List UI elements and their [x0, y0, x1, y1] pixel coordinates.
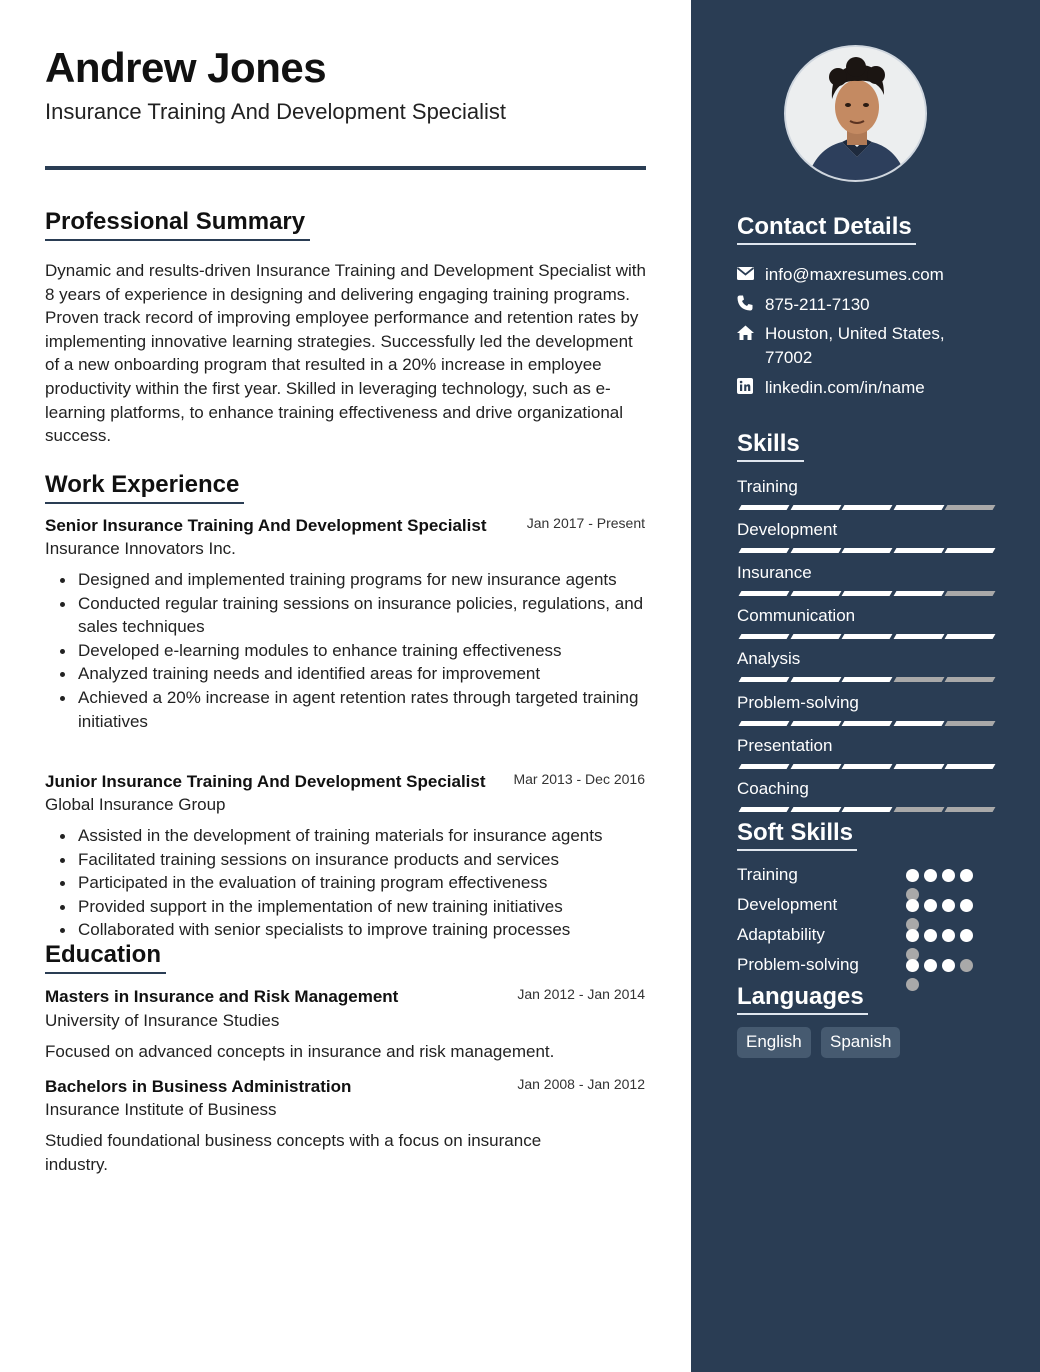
degree-date: Jan 2012 - Jan 2014 [517, 986, 645, 1002]
soft-skill-dot-filled [960, 899, 973, 912]
skill-level-bar [737, 591, 993, 596]
job-date: Mar 2013 - Dec 2016 [513, 771, 645, 787]
skill-segment-empty [945, 677, 996, 682]
soft-skill-dot-filled [942, 869, 955, 882]
soft-skill-dot-filled [942, 899, 955, 912]
skill-label: Training [737, 477, 798, 496]
soft-skill-dot-empty [960, 959, 973, 972]
job-bullet: Analyzed training needs and identified areas for improvement [78, 662, 648, 686]
skill-segment-filled [739, 634, 790, 639]
degree-date: Jan 2008 - Jan 2012 [517, 1076, 645, 1092]
job-title: Senior Insurance Training And Development Specialist [45, 516, 487, 535]
skill-segment-filled [790, 721, 841, 726]
skill-segment-filled [893, 548, 944, 553]
contact-linkedin[interactable] [737, 376, 925, 400]
skill-segment-filled [893, 505, 944, 510]
sidebar [691, 0, 1040, 1372]
skill-segment-filled [739, 677, 790, 682]
contact-phone-text: 875-211-7130 [765, 295, 870, 314]
contact-email[interactable] [737, 263, 944, 287]
header-divider [45, 166, 646, 170]
job-bullet: Conducted regular training sessions on insurance policies, regulations, and sales techniques [78, 592, 648, 639]
job-bullet: Designed and implemented training programs for new insurance agents [78, 568, 648, 592]
skill-segment-filled [739, 721, 790, 726]
skill-segment-filled [842, 764, 893, 769]
skill-segment-empty [945, 591, 996, 596]
soft-skill-dot-filled [960, 869, 973, 882]
envelope-icon [737, 263, 765, 283]
skill-label: Presentation [737, 736, 833, 755]
skill-segment-filled [790, 677, 841, 682]
degree-desc: Studied foundational business concepts with a focus on insurance industry. [45, 1131, 542, 1174]
skill-segment-filled [790, 807, 841, 812]
job-bullet: Achieved a 20% increase in agent retention rates through targeted training initiatives [78, 686, 648, 733]
skill-level-bar [737, 677, 993, 682]
soft-skill-dot-empty [906, 978, 919, 991]
job-bullet: Facilitated training sessions on insurance products and services [78, 848, 648, 872]
contact-heading: Contact Details [737, 213, 916, 245]
soft-skill-dot-filled [942, 959, 955, 972]
degree-desc: Focused on advanced concepts in insurance and risk management. [45, 1042, 555, 1061]
soft-skill-dot-filled [906, 929, 919, 942]
summary-heading: Professional Summary [45, 208, 310, 241]
job-bullet: Participated in the evaluation of training program effectiveness [78, 871, 648, 895]
language-chip: English [737, 1027, 811, 1058]
skill-label: Coaching [737, 779, 809, 798]
skill-label: Problem-solving [737, 693, 859, 712]
skill-segment-filled [790, 548, 841, 553]
linkedin-icon [737, 376, 765, 396]
skill-segment-filled [842, 591, 893, 596]
contact-location-text: Houston, United States, 77002 [765, 324, 945, 367]
skill-segment-filled [842, 505, 893, 510]
skill-segment-filled [945, 634, 996, 639]
job-date: Jan 2017 - Present [526, 515, 645, 531]
skill-label: Communication [737, 606, 856, 625]
skill-segment-filled [790, 591, 841, 596]
job-bullet: Assisted in the development of training materials for insurance agents [78, 824, 648, 848]
experience-heading: Work Experience [45, 471, 244, 504]
skill-segment-filled [945, 764, 996, 769]
contact-phone[interactable] [737, 293, 870, 317]
skill-segment-filled [739, 807, 790, 812]
skill-segment-empty [945, 807, 996, 812]
skill-level-bar [737, 721, 993, 726]
candidate-role: Insurance Training And Development Specialist [45, 99, 507, 124]
skill-segment-empty [945, 505, 996, 510]
candidate-name: Andrew Jones [45, 44, 327, 91]
skill-level-bar [737, 807, 993, 812]
school-name: Insurance Institute of Business [45, 1100, 277, 1119]
soft-skill-label: Problem-solving [737, 955, 859, 974]
job-bullet: Developed e-learning modules to enhance training effectiveness [78, 639, 648, 663]
skill-segment-filled [790, 505, 841, 510]
skill-segment-filled [790, 764, 841, 769]
soft-skill-dot-filled [960, 929, 973, 942]
home-icon [737, 322, 765, 342]
job-bullets [78, 824, 648, 942]
skill-segment-filled [945, 548, 996, 553]
skill-label: Insurance [737, 563, 812, 582]
job-org: Global Insurance Group [45, 795, 226, 814]
skill-segment-filled [842, 548, 893, 553]
job-bullets [78, 568, 648, 733]
summary-text: Dynamic and results-driven Insurance Training and Development Specialist with 8 years of experience in designing and delivering engaging training programs. Proven track record of improving employee performance and retention rates by implementing innovative learning strategies. Successfully led the development of a new onboarding program that resulted in a 20% increase in employee productivity within the first year. Skilled in leveraging technology, such as e-learning platforms, to enhance training effectiveness and drive organizational success. [45, 261, 646, 446]
soft-skill-dot-filled [906, 869, 919, 882]
skill-segment-filled [842, 807, 893, 812]
skill-segment-filled [739, 764, 790, 769]
skill-segment-filled [842, 677, 893, 682]
soft-skill-label: Training [737, 865, 798, 884]
phone-icon [737, 293, 765, 313]
skill-segment-filled [790, 634, 841, 639]
skill-segment-filled [893, 591, 944, 596]
soft-skill-label: Development [737, 895, 838, 914]
skill-segment-empty [893, 807, 944, 812]
education-heading: Education [45, 941, 166, 974]
languages-heading: Languages [737, 983, 868, 1015]
degree-title: Masters in Insurance and Risk Management [45, 987, 399, 1006]
skill-segment-filled [739, 591, 790, 596]
soft-skill-dot-filled [906, 899, 919, 912]
degree-title: Bachelors in Business Administration [45, 1077, 352, 1096]
soft-skills-heading: Soft Skills [737, 819, 857, 851]
skill-label: Analysis [737, 649, 801, 668]
soft-skill-dot-filled [924, 869, 937, 882]
job-title: Junior Insurance Training And Development Specialist [45, 772, 486, 791]
contact-linkedin-text: linkedin.com/in/name [765, 378, 925, 397]
soft-skill-label: Adaptability [737, 925, 825, 944]
job-bullet: Provided support in the implementation of new training initiatives [78, 895, 648, 919]
skill-segment-filled [893, 764, 944, 769]
soft-skill-dot-filled [924, 929, 937, 942]
school-name: University of Insurance Studies [45, 1011, 280, 1030]
skill-level-bar [737, 764, 993, 769]
skill-segment-filled [842, 721, 893, 726]
skills-heading: Skills [737, 430, 804, 462]
job-org: Insurance Innovators Inc. [45, 539, 236, 558]
skill-level-bar [737, 548, 993, 553]
skill-level-bar [737, 505, 993, 510]
skill-segment-filled [739, 548, 790, 553]
skill-segment-filled [842, 634, 893, 639]
soft-skill-dot-filled [906, 959, 919, 972]
language-chip: Spanish [821, 1027, 900, 1058]
skill-segment-empty [893, 677, 944, 682]
skill-segment-filled [739, 505, 790, 510]
contact-email-text: info@maxresumes.com [765, 265, 944, 284]
skill-segment-filled [893, 634, 944, 639]
soft-skill-dot-filled [942, 929, 955, 942]
skill-label: Development [737, 520, 838, 539]
skill-segment-filled [893, 721, 944, 726]
soft-skill-dot-filled [924, 899, 937, 912]
job-bullet: Collaborated with senior specialists to improve training processes [78, 918, 648, 942]
skill-segment-empty [945, 721, 996, 726]
soft-skill-dot-filled [924, 959, 937, 972]
skill-level-bar [737, 634, 993, 639]
avatar [784, 45, 927, 182]
contact-location [737, 322, 977, 370]
